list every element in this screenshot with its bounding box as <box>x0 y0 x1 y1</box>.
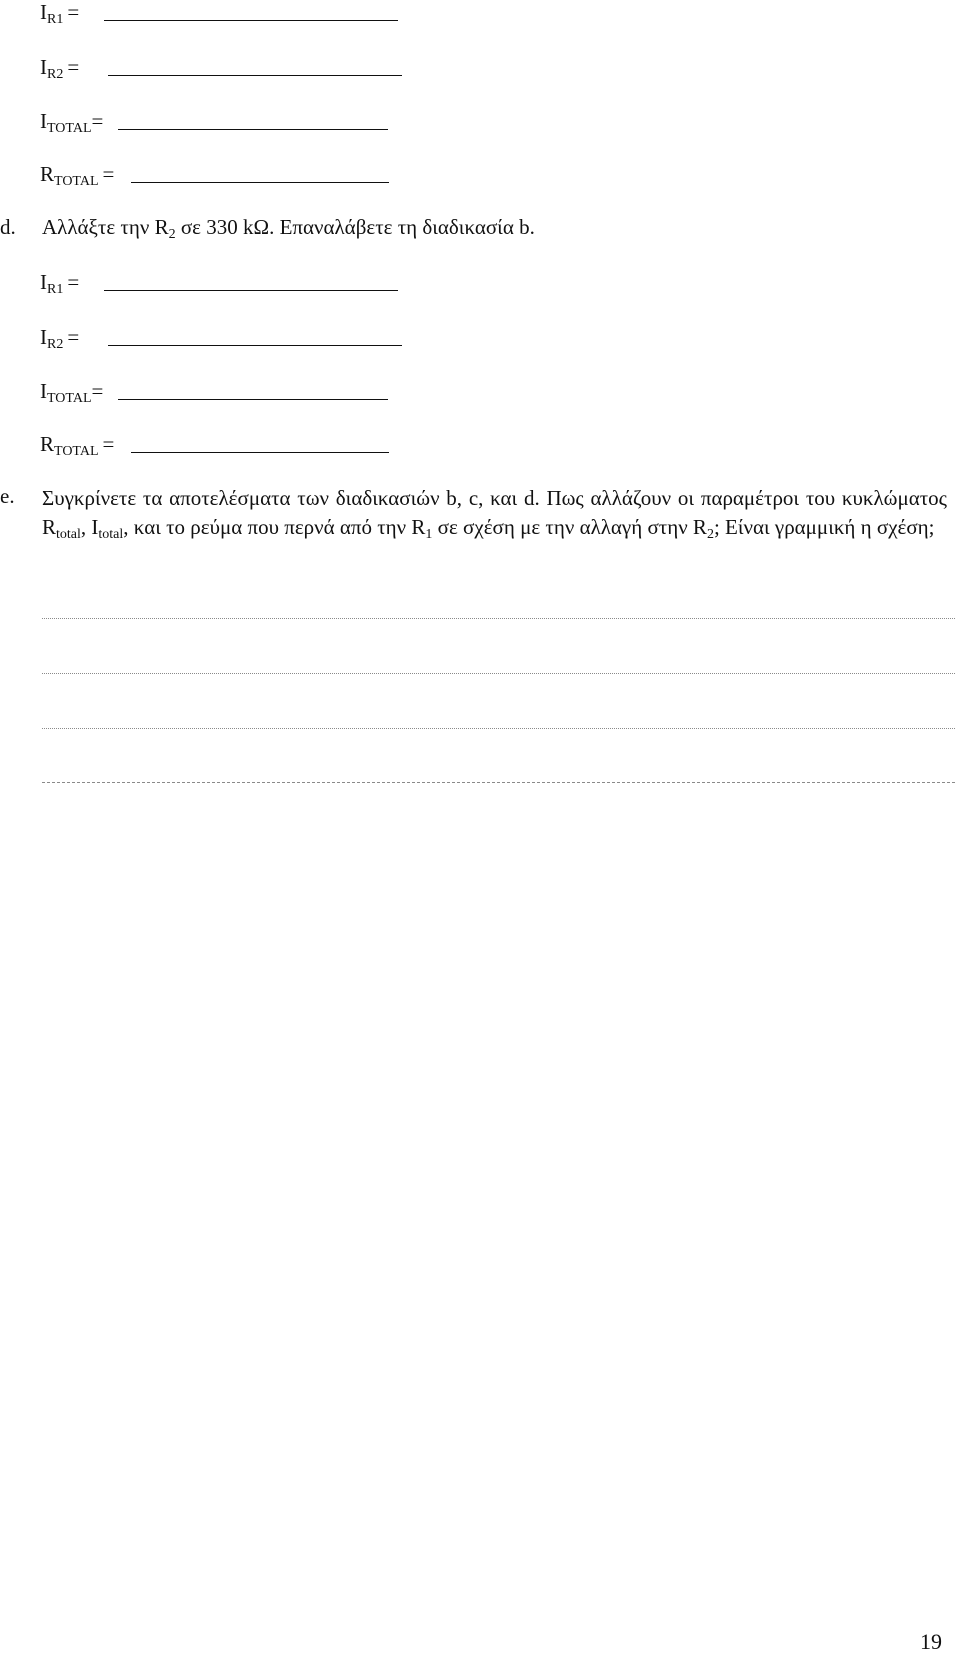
item-e-marker: e. <box>0 484 15 508</box>
ir1-answer-blank-1[interactable] <box>104 20 398 21</box>
rtotal-label-1: $R_{TOTAL}$ = <box>40 162 115 189</box>
answer-line-4[interactable] <box>42 782 955 783</box>
ir1-label-2: $I_{R1}$ = <box>40 270 80 297</box>
ir1-label-1: $I_{R1}$ = <box>40 0 80 27</box>
rtotal-answer-blank-1[interactable] <box>131 182 389 183</box>
answer-line-3[interactable] <box>42 728 955 729</box>
page-number: 19 <box>920 1629 942 1654</box>
item-d-instruction: Αλλάξτε την $R_2$ σε 330 kΩ. Επαναλάβετε τη διαδικασία b. <box>42 215 535 242</box>
ir2-answer-blank-1[interactable] <box>108 75 402 76</box>
item-e-question: Συγκρίνετε τα αποτελέσματα των διαδικασιών b, c, και d. Πως αλλάζουν οι παραμέτροι του κυκλώματος Rtotal, Itotal, και το ρεύμα που περνά από την R1 σε σχέση με την αλλαγή στην R2; Είναι γραμμική η σχέση; <box>42 486 947 542</box>
rtotal-label-2: $R_{TOTAL}$ = <box>40 432 115 459</box>
ir2-label-2: $I_{R2}$ = <box>40 325 80 352</box>
itotal-answer-blank-1[interactable] <box>118 129 388 130</box>
rtotal-answer-blank-2[interactable] <box>131 452 389 453</box>
item-d-marker: d. <box>0 215 16 239</box>
ir1-answer-blank-2[interactable] <box>104 290 398 291</box>
itotal-label-1: $I_{TOTAL}=$ <box>40 109 104 136</box>
answer-line-2[interactable] <box>42 673 955 674</box>
ir2-answer-blank-2[interactable] <box>108 345 402 346</box>
itotal-label-2: $I_{TOTAL}=$ <box>40 379 104 406</box>
ir2-label-1: $I_{R2}$ = <box>40 55 80 82</box>
itotal-answer-blank-2[interactable] <box>118 399 388 400</box>
answer-line-1[interactable] <box>42 618 955 619</box>
